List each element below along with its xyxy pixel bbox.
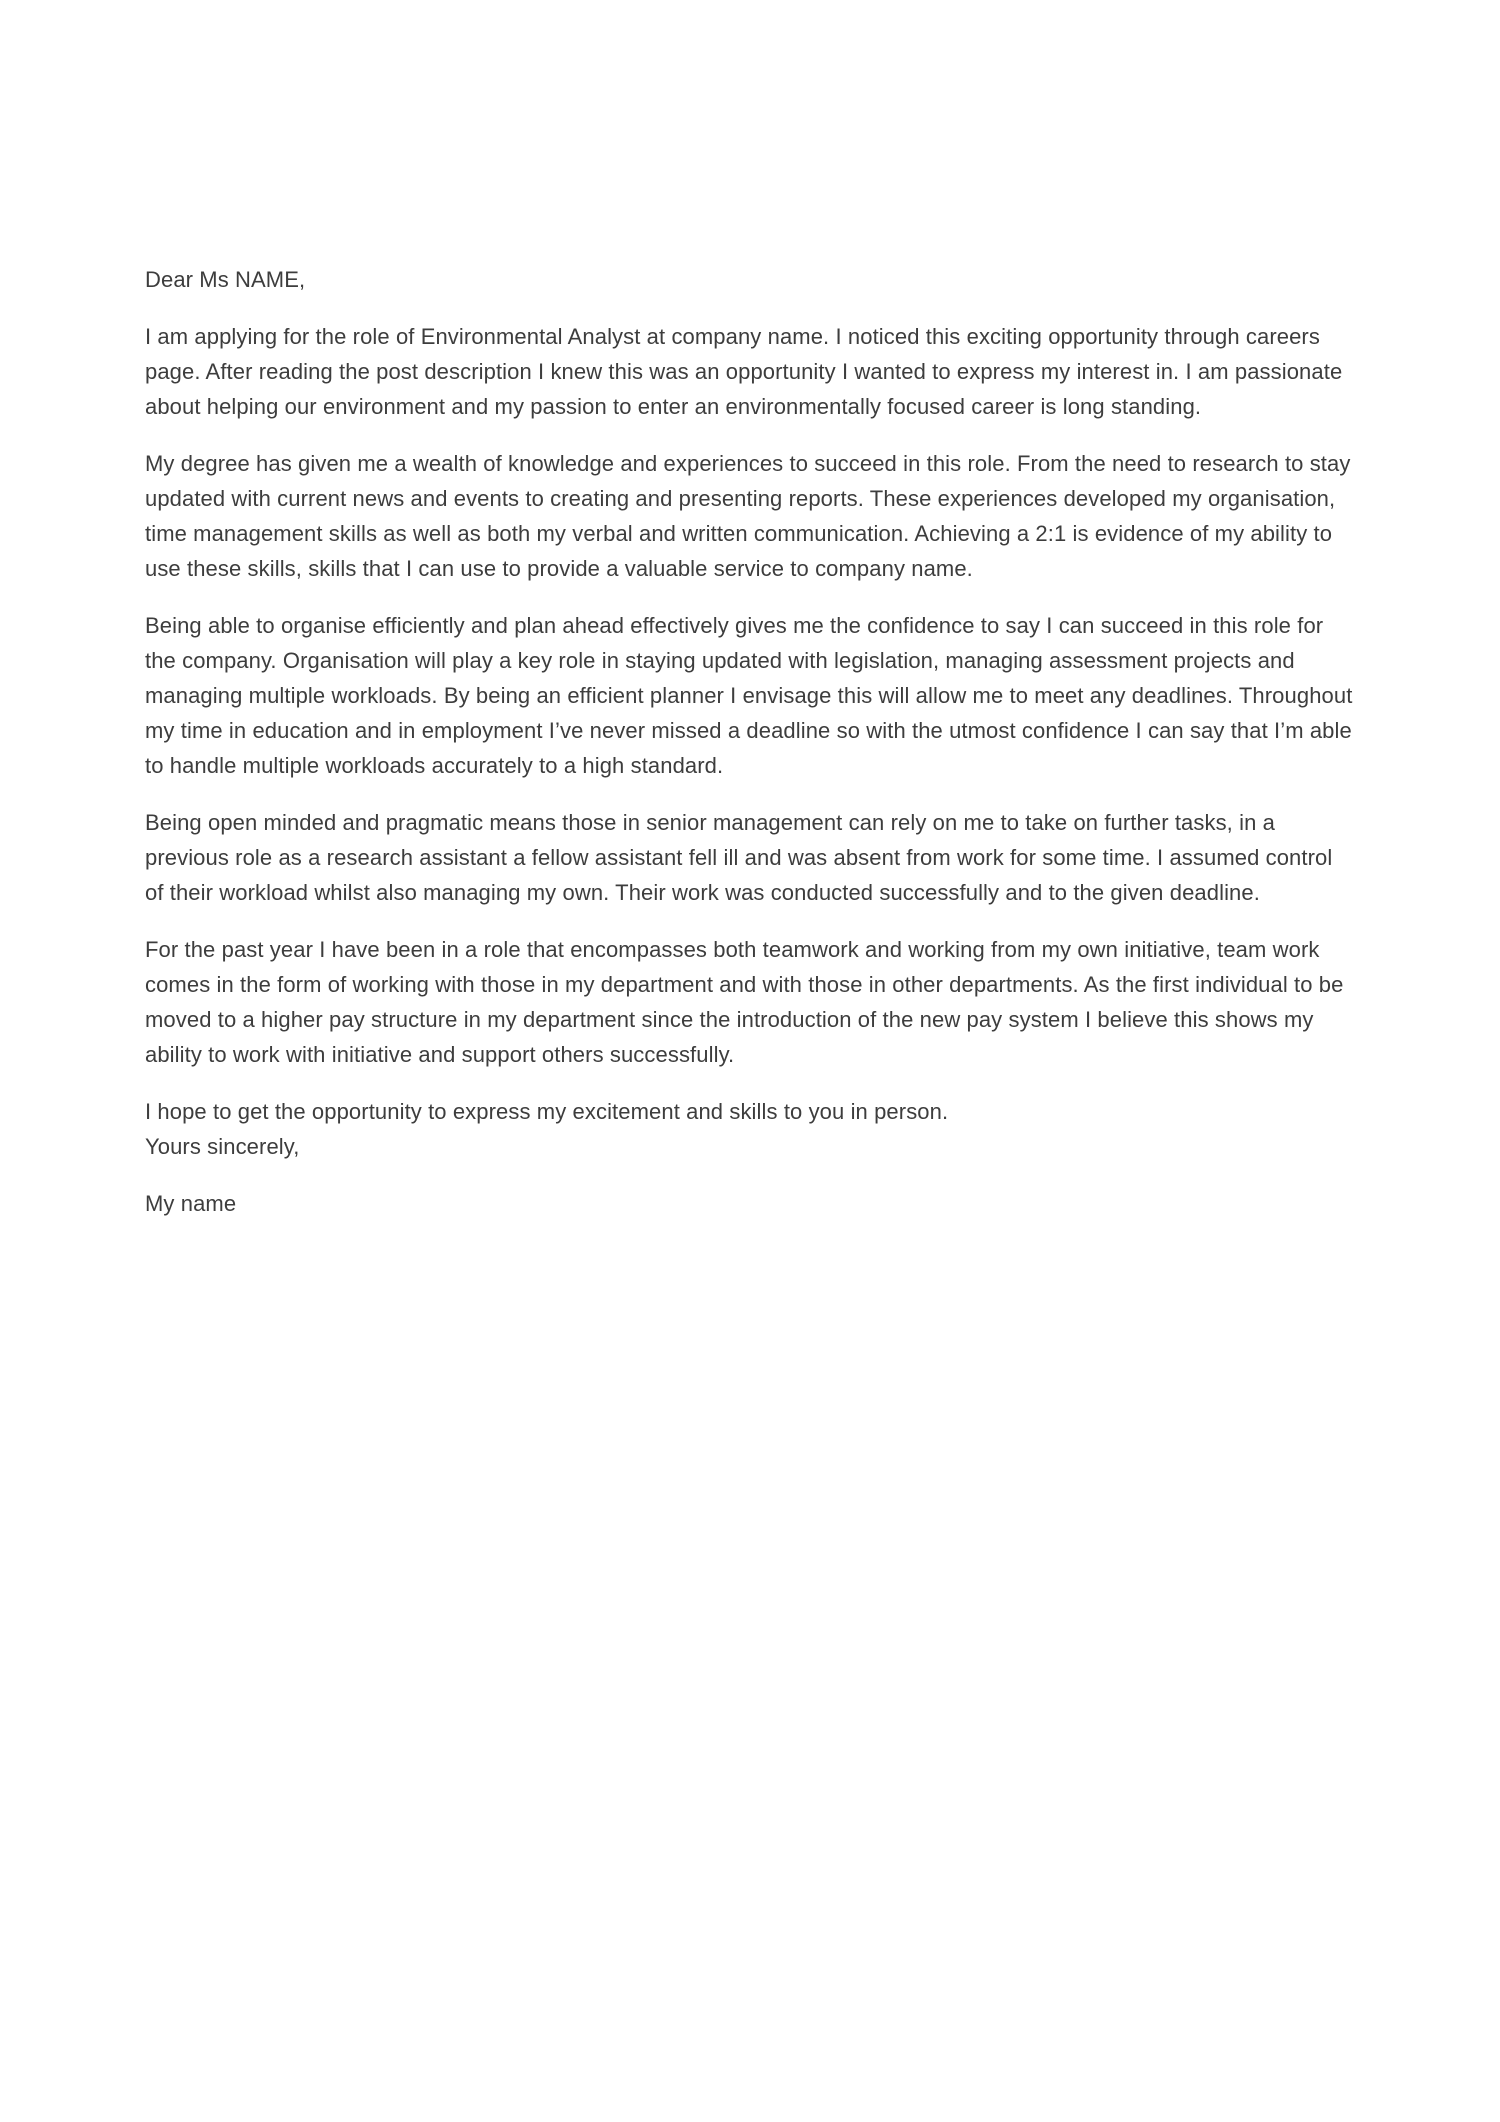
closing: Yours sincerely,: [145, 1134, 300, 1159]
signature-name: My name: [145, 1191, 237, 1216]
salutation: Dear Ms NAME,: [145, 267, 306, 292]
body-paragraph: I hope to get the opportunity to express my excitement and skills to you in person.: [145, 1099, 949, 1124]
body-paragraph: My degree has given me a wealth of knowledge and experiences to succeed in this role. From the need to research to stay updated with current news and events to creating and presenting reports. These experiences developed my organisation, time management skills as well as both my verbal and written communication. Achieving a 2:1 is evidence of my ability to use these skills, skills that I can use to provide a valuable service to company name.: [145, 451, 1351, 581]
body-paragraphs: [145, 319, 1355, 1129]
body-paragraph: Being open minded and pragmatic means those in senior management can rely on me to take on further tasks, in a previous role as a research assistant a fellow assistant fell ill and was absent from work for some time. I assumed control of their workload whilst also managing my own. Their work was conducted successfully and to the given deadline.: [145, 810, 1333, 905]
letter-body: [145, 262, 1355, 1221]
body-paragraph: I am applying for the role of Environmental Analyst at company name. I noticed this exciting opportunity through careers page. After reading the post description I knew this was an opportunity I wanted to express my interest in. I am passionate about helping our environment and my passion to enter an environmentally focused career is long standing.: [145, 324, 1343, 419]
body-paragraph: Being able to organise efficiently and plan ahead effectively gives me the confidence to say I can succeed in this role for the company. Organisation will play a key role in staying updated with legislation, managing assessment projects and managing multiple workloads. By being an efficient planner I envisage this will allow me to meet any deadlines. Throughout my time in education and in employment I’ve never missed a deadline so with the utmost confidence I can say that I’m able to handle multiple workloads accurately to a high standard.: [145, 613, 1353, 778]
body-paragraph: For the past year I have been in a role that encompasses both teamwork and working from my own initiative, team work comes in the form of working with those in my department and with those in other departments. As the first individual to be moved to a higher pay structure in my department since the introduction of the new pay system I believe this shows my ability to work with initiative and support others successfully.: [145, 937, 1344, 1067]
